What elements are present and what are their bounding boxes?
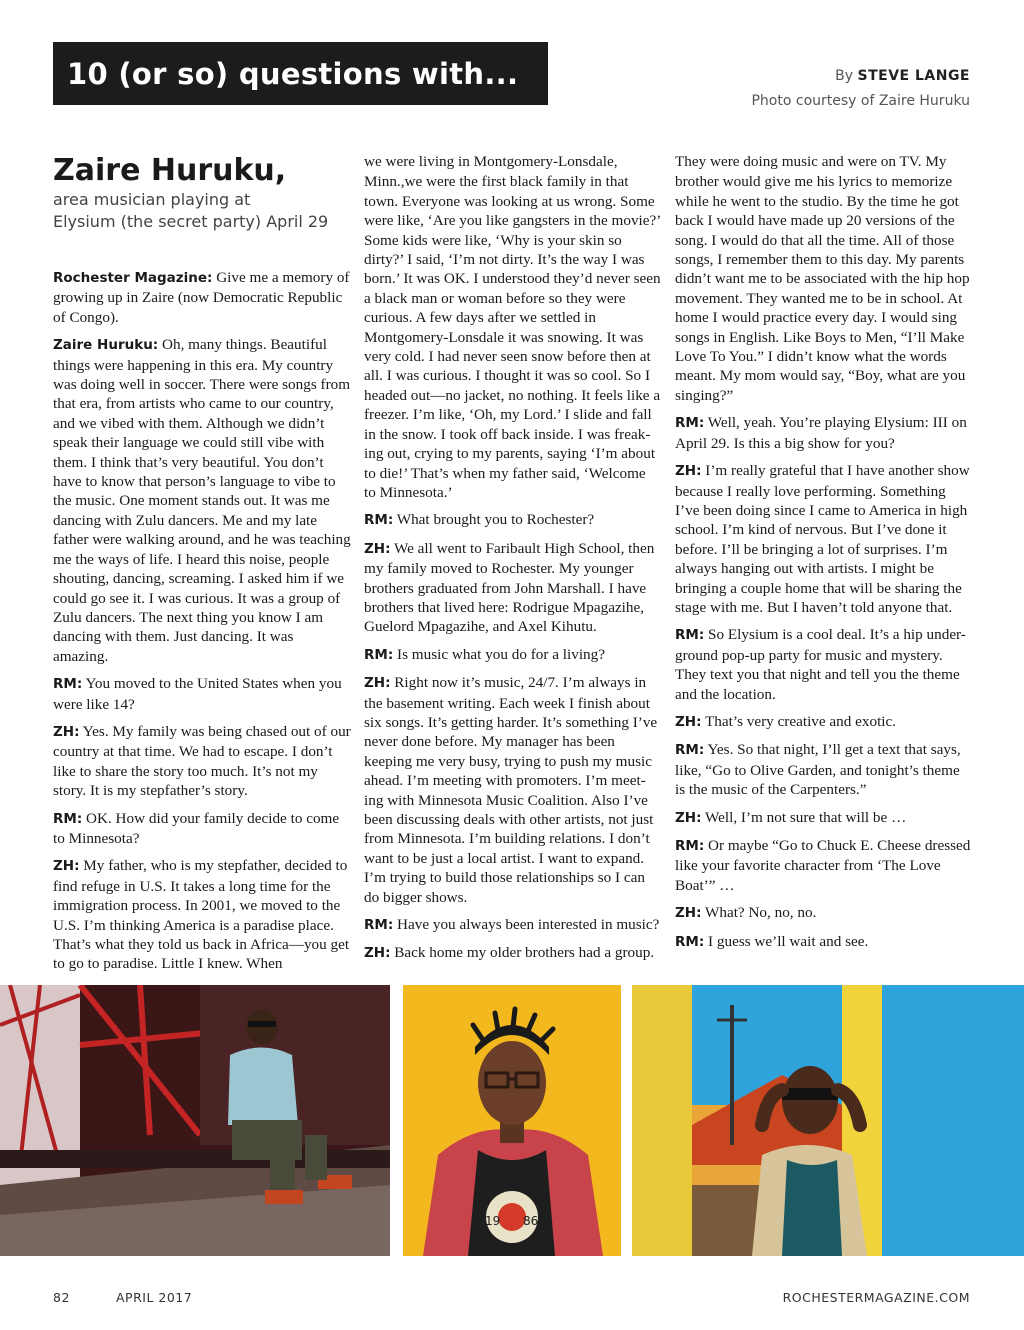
- paragraph-text: Right now it’s music, 24/7. I’m always in the basement writing. Each week I finish about six songs. It’s getting harder. It’s something I’ve never done before. My manager has been keeping me very busy, trying to push my music ahead. I’m meeting with promoters. I’m meet-ing with Minnesota Music Coalition. Also I’ve been discussing deals with other artists, not just from Minnesota. I’m building relations. I don’t want to be just a local artist. I want to expand. I’m trying to build those relationships so I can do bigger shows.: [364, 674, 658, 906]
- photo-sunglasses-illustration: [632, 985, 1024, 1256]
- page-footer: [53, 1290, 970, 1308]
- speaker-label: RM:: [675, 415, 705, 432]
- by-label: By: [835, 68, 854, 84]
- paragraph: [364, 673, 661, 907]
- paragraph: [364, 943, 661, 963]
- paragraph-text: My father, who is my stepfather, decided to find refuge in U.S. It takes a long time for the immigration process. In 2001, we moved to the U.S. I’m thinking America is a paradise place. That’s what they told us back in Africa—you get to go to paradise. Little I knew. When: [53, 857, 350, 973]
- paragraph: [53, 674, 351, 714]
- section-banner: [53, 42, 548, 105]
- article-headline: [53, 153, 353, 233]
- photo-portrait-illustration: [403, 985, 621, 1256]
- paragraph: [364, 915, 661, 935]
- paragraph-text: Or maybe “Go to Chuck E. Cheese dressed like your favorite character from ‘The Love Boat’” …: [675, 837, 971, 894]
- paragraph: [675, 712, 971, 732]
- paragraph: [675, 903, 971, 923]
- speaker-label: RM:: [675, 838, 705, 854]
- paragraph-text: Back home my older brothers had a group.: [390, 944, 655, 962]
- paragraph-text: we were living in Montgomery-Lonsdale, Minn.,we were the first black family in that town. Everyone was looking at us wrong. Some were like, ‘Are you like gangsters in the movie?’ Some kids were like, ‘Why is your skin so dirty?’ I said, ‘I’m not dirty. It’s the way I was born.’ It was OK. I understood they’d never seen a black man or woman before so they were curious. A few days after we settled in Montgomery-Lonsdale it was snowing. It was very cold. I had never seen snow before then at all. I was curious. I thought it was so cool. So I headed out—no jacket, no nothing. It feels like a freezer. I’m like, ‘Oh, my Lord.’ I slide and fall in the snow. I took off back inside. I was freak-ing out, crying to my parents, saying ‘I’m about to die!’ That’s when my father said, ‘Welcome to Minnesota.’: [364, 153, 661, 501]
- paragraph: [675, 625, 971, 704]
- badge-text-left: 19: [485, 1214, 501, 1228]
- paragraph-text: What? No, no, no.: [701, 904, 817, 922]
- speaker-label: ZH:: [53, 858, 80, 875]
- paragraph-text: You moved to the United States when you were like 14?: [53, 675, 342, 713]
- speaker-label: RM:: [675, 627, 705, 644]
- author-line: [751, 64, 970, 89]
- photo-sunglasses: [632, 985, 1024, 1256]
- paragraph: [675, 808, 971, 828]
- subtitle-line-1: area musician playing at: [53, 190, 251, 209]
- paragraph-text: OK. How did your family decide to come to Minnesota?: [53, 809, 340, 847]
- issue-date: APRIL 2017: [116, 1290, 193, 1305]
- paragraph-text: I guess we’ll wait and see.: [704, 932, 869, 950]
- speaker-label: RM:: [364, 646, 394, 663]
- paragraph-text: What brought you to Rochester?: [393, 511, 595, 529]
- paragraph-text: So Elysium is a cool deal. It’s a hip under-ground pop-up party for music and mystery. They text you that night and tell you the theme and the location.: [675, 626, 966, 703]
- speaker-label: RM:: [675, 742, 705, 759]
- paragraph: [53, 335, 351, 666]
- paragraph-text: Yes. My family was being chased out of our country at that time. We had to escape. I don’t like to share the story too much. It’s not my story. It is my stepfather’s story.: [53, 722, 351, 800]
- paragraph-text: That’s very creative and exotic.: [701, 712, 897, 730]
- speaker-label: ZH:: [675, 713, 702, 730]
- paragraph: [675, 413, 971, 453]
- speaker-label: RM:: [53, 676, 83, 693]
- byline: [751, 64, 970, 114]
- paragraph-text: I’m really grateful that I have another show because I really love performing. Something I’ve been doing since I came to America in high school. I’m kind of nervous. But I’ve done it before. I’ll be bringing a lot of surprises. I’m always hanging out with artists. I might be bringing a couple home that will be sharing the stage with me. But I haven’t told anyone that.: [675, 462, 970, 616]
- photo-credit: Photo courtesy of Zaire Huruku: [751, 93, 970, 109]
- article-column-1: [53, 268, 351, 982]
- paragraph-text: Well, I’m not sure that will be …: [701, 808, 907, 826]
- speaker-label: ZH:: [364, 675, 391, 692]
- photo-portrait-yellow: [403, 985, 621, 1256]
- speaker-label: RM:: [364, 512, 394, 529]
- paragraph: [675, 836, 971, 895]
- paragraph: [53, 856, 351, 973]
- paragraph: [364, 510, 661, 530]
- speaker-label: ZH:: [675, 809, 702, 826]
- subtitle-line-2: Elysium (the secret party) April 29: [53, 212, 329, 231]
- paragraph: [364, 152, 661, 502]
- article-column-2: [364, 152, 661, 972]
- paragraph-text: Is music what you do for a living?: [393, 645, 605, 663]
- paragraph-text: Give me a memory of growing up in Zaire (now Democratic Republic of Congo).: [53, 269, 350, 326]
- speaker-label: ZH:: [53, 723, 80, 740]
- speaker-label: ZH:: [675, 905, 702, 922]
- paragraph: [53, 268, 351, 327]
- speaker-label: RM:: [364, 917, 394, 934]
- paragraph-text: Yes. So that night, I’ll get a text that says, like, “Go to Olive Garden, and tonight’s theme is the music of the Carpenters.”: [675, 741, 961, 799]
- paragraph-text: Oh, many things. Beautiful things were happening in this era. My country was doing well in soccer. There were songs from that era, from artists who came to our country, and we vibed with them. Although we didn’t speak their language we could still vibe with them. I think that’s very beautiful. You don’t have to know that person’s language to vibe to the music. One moment stands out. It was me dancing with Zulu dancers. Me and my late father were walking around, and he was teaching me the ways of life. I heard this noise, people shouting, dancing, screaming. I asked him if we could go see it. I was curious. It was a group of Zulu dancers. The next thing you know I am dancing with them. Just dancing. It was amazing.: [53, 336, 351, 665]
- article-column-3: [675, 152, 971, 960]
- photo-bridge-illustration: [0, 985, 390, 1256]
- paragraph: [364, 645, 661, 665]
- paragraph-text: Well, yeah. You’re playing Elysium: III on April 29. Is this a big show for you?: [675, 414, 967, 452]
- speaker-label: RM:: [675, 933, 705, 950]
- page-number: 82: [53, 1290, 70, 1305]
- paragraph: [53, 722, 351, 801]
- paragraph: [675, 461, 971, 617]
- paragraph: [53, 809, 351, 849]
- paragraph: [675, 740, 971, 799]
- speaker-label: ZH:: [364, 945, 391, 962]
- author-name: STEVE LANGE: [857, 68, 970, 84]
- paragraph: [364, 539, 661, 637]
- paragraph-text: They were doing music and were on TV. My brother would give me his lyrics to memorize while he went to the studio. By the time he got back I would have made up 20 versions of the song. I would do that all the time. All of those songs, I remember them to this day. My parents didn’t want me to be associated with the hip hop movement. They wanted me to be in school. At home I would practice every day. I would sing songs in English. Like Boys to Men, “I’ll Make Love To You.” I didn’t know what the words meant. My mom would say, “Boy, what are you singing?”: [675, 153, 970, 404]
- website-url: ROCHESTERMAGAZINE.COM: [782, 1290, 970, 1305]
- paragraph: [675, 152, 971, 405]
- paragraph-text: Have you always been interested in music?: [393, 916, 660, 934]
- speaker-label: Rochester Magazine:: [53, 270, 213, 286]
- speaker-label: RM:: [53, 810, 83, 827]
- subject-name: Zaire Huruku,: [53, 153, 287, 188]
- banner-title: 10 (or so) questions with...: [67, 56, 519, 91]
- paragraph-text: We all went to Faribault High School, then my family moved to Rochester. My younger brothers graduated from John Marshall. I have brothers that lived here: Rodrigue Mpagazihe, Guelord Mpagazihe, and Axel Kihutu.: [364, 539, 655, 636]
- paragraph: [675, 932, 971, 952]
- badge-text-right: 86: [523, 1214, 539, 1228]
- speaker-label: Zaire Huruku:: [53, 337, 159, 354]
- speaker-label: ZH:: [675, 463, 702, 480]
- speaker-label: ZH:: [364, 540, 391, 557]
- photo-bridge: [0, 985, 390, 1256]
